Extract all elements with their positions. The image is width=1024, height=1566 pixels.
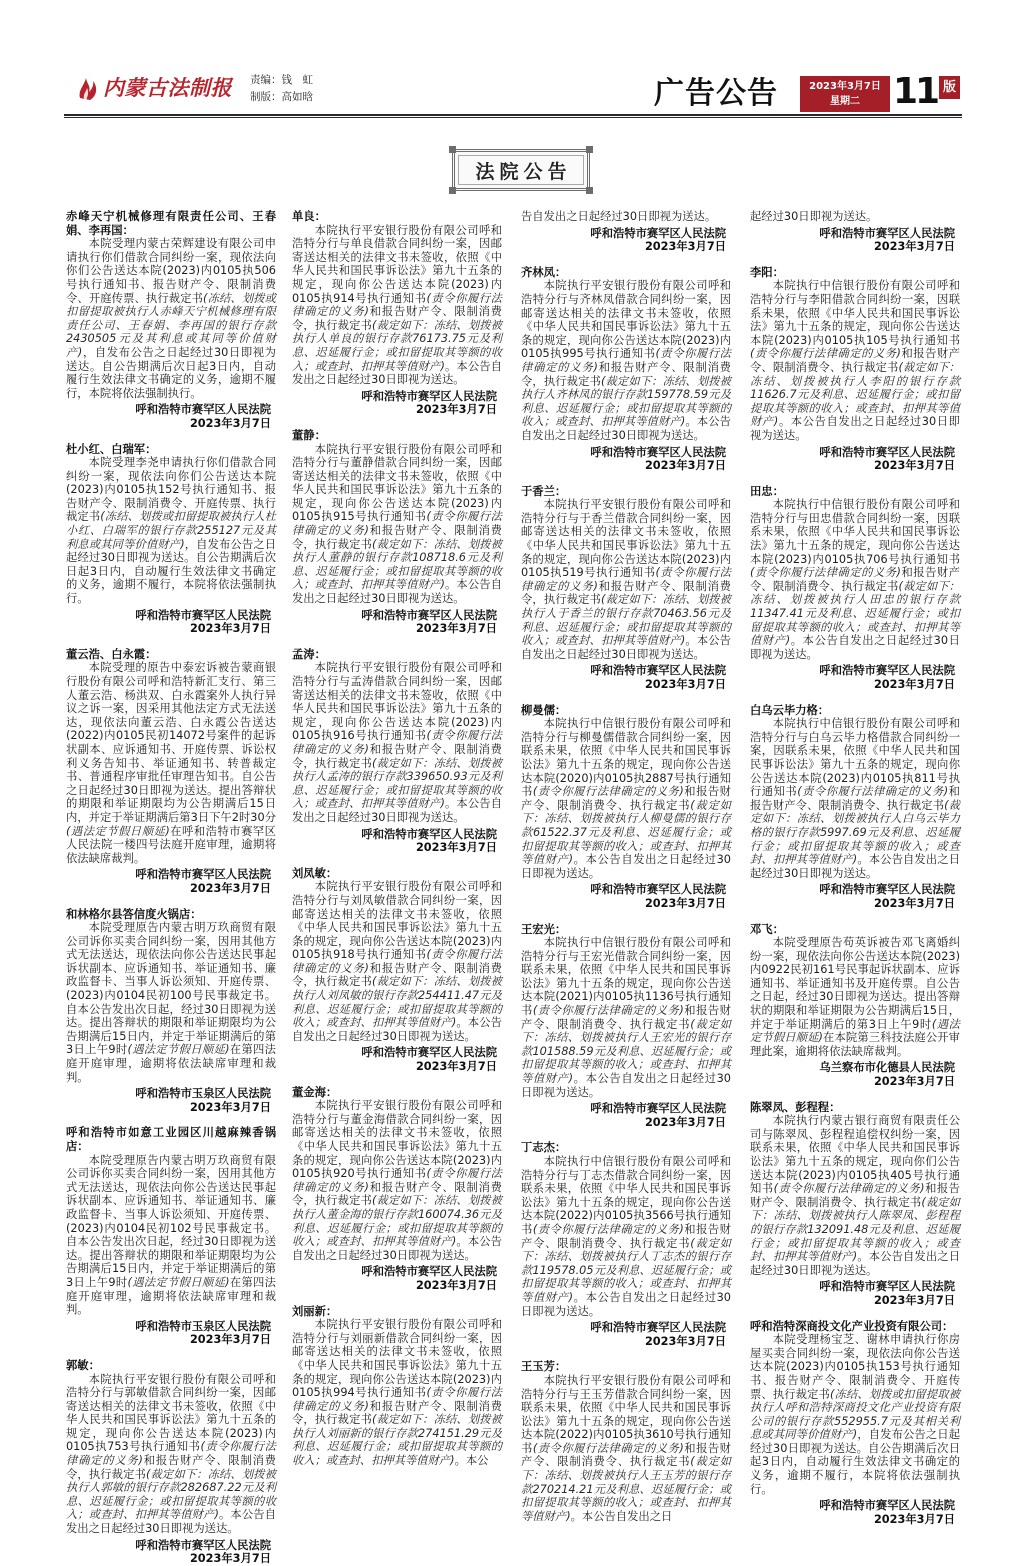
notice-date: 2023年3月7日 <box>189 622 271 636</box>
notice-body-emphasis: (责令你履行法律确定的义务) <box>750 566 901 580</box>
notice-body-text: 本院执行平安银行股份有限公司呼和浩特分行与齐林凤借款合同纠纷一案，因邮寄送达相关的法律文书未签收，依照《中华人民共和国民事诉讼法》第九十五条的规定，现向你公告送达本院(2023)内0105执995号执行通知书 <box>521 279 731 361</box>
notice-recipient: 和林格尔县答信度火锅店： <box>66 907 202 921</box>
notice-body-text: 本院受理杨宝芝、谢林申请执行你房屋买卖合同纠纷一案，现依法向你公告送达本院(2023)内0105执153号执行通知书、报告财产令、限制消费令、开庭传票、执行裁定书 <box>750 1333 960 1401</box>
notice-body <box>750 936 960 1058</box>
notice-date: 2023年3月7日 <box>644 1334 726 1348</box>
notice-body-emphasis: (冻结、划拨或扣留提取被执行人赤峰天宁机械修理有限责任公司、王春娟、李再国的银行存款2430505元及其利息或其同等价值财产) <box>66 291 276 359</box>
notice-body-text: 和报告财产令、限制消费令，执行裁定书 <box>292 742 502 770</box>
notice-date: 2023年3月7日 <box>415 841 497 855</box>
notice-body-emphasis: (裁定如下：冻结、划拨被执行人王宏光的银行存款101588.59元及利息、迟延履行金；或扣留提取其等额的收入；或查封、扣押其等值财产) <box>521 1017 731 1086</box>
notice-body-text: 本院执行中信银行股份有限公司呼和浩特分行与丁志杰借款合同纠纷一案，因联系未果，依照《中华人民共和国民事诉讼法》第九十五条的规定，现向你公告送达本院(2022)内0105执3566号执行通知书 <box>521 1155 731 1236</box>
notice-body-text: 。本公告自发出之日起经过30日即视为送达。 <box>292 359 502 387</box>
notice <box>750 1101 960 1308</box>
issuing-court: 呼和浩特市赛罕区人民法院 <box>819 445 955 459</box>
notice-recipient: 齐林凤： <box>521 265 567 279</box>
notice-body-text: 本院受理原告苟英诉被告邓飞离婚纠纷一案，现依法向你公告送达本院(2023)内0922民初161号民事起诉状副本、应诉通知书、举证通知书及开庭传票。自公告之日起，经过30日即视为送达。提出答辩状的期限和举证期限为公告期满后15日，并定于举证期满后的第3日上午9时 <box>750 936 960 1031</box>
notice <box>750 485 960 692</box>
notice-recipient: 白乌云毕力格： <box>750 703 830 717</box>
issuing-court: 呼和浩特市赛罕区人民法院 <box>590 226 726 240</box>
notice-recipient: 赤峰天宁机械修理有限责任公司、王春娟、李再国： <box>66 210 276 237</box>
notice-recipient: 董云浩、白永霞： <box>66 647 157 661</box>
issuing-court: 呼和浩特市赛罕区人民法院 <box>135 403 271 417</box>
notice-body <box>521 717 731 880</box>
issuing-court: 呼和浩特市赛罕区人民法院 <box>819 1499 955 1513</box>
column-4 <box>750 210 960 1526</box>
notice-body <box>66 661 276 865</box>
notice-body <box>521 936 731 1099</box>
notice-body-emphasis: (裁定如下：冻结、划拨被执行人郭敏的银行存款282687.22元及利息、迟延履行金；或扣留提取其等额的收入；或查封、扣押其等值财产) <box>66 1467 276 1522</box>
notice-body-text: 。本公 <box>454 1454 489 1468</box>
banner-corner-ornament <box>586 146 593 153</box>
notice-recipient: 丁志杰： <box>521 1141 567 1155</box>
notice-body <box>750 279 960 442</box>
notice-body-emphasis: (裁定如下：冻结、划拨被执行人白乌云毕力格的银行存款5997.69元及利息、迟延履行金；或扣留提取其等额的收入；或查封、扣押其等值财产) <box>750 798 960 867</box>
notice-body-emphasis: (裁定如下：冻结、划拨被执行人齐林凤的银行存款159778.59元及利息、迟延履行金；或扣留提取其等额的收入；或查封、扣押其等值财产) <box>521 374 731 429</box>
notice-body-text: 。本公告自发出之日起经过30日即视为送达。 <box>292 1235 502 1262</box>
notice-recipient: 孟涛： <box>292 647 326 661</box>
flame-emblem-icon <box>76 72 100 102</box>
issuing-court: 呼和浩特市玉泉区人民法院 <box>135 1087 271 1101</box>
notice <box>521 704 731 911</box>
notice-body-emphasis: (裁定如下：冻结、划拨被执行人柳曼儒的银行存款61522.37元及利息、迟延履行金；或扣留提取其等额的收入；或查封、扣押其等值财产) <box>521 798 731 867</box>
editor-credits <box>250 72 313 106</box>
notice-body-text: 本院执行平安银行股份有限公司呼和浩特分行与单良借款合同纠纷一案，因邮寄送达相关的法律文书未签收，依照《中华人民共和国民事诉讼法》第九十五条的规定，现向你公告送达本院(2023)内0105执914号执行通知书 <box>292 223 502 305</box>
notice-body <box>750 717 960 880</box>
issuing-court: 呼和浩特市赛罕区人民法院 <box>590 883 726 897</box>
notice <box>66 1126 276 1347</box>
notice-body <box>292 880 502 1043</box>
masthead-rule <box>64 114 962 118</box>
notice <box>750 923 960 1089</box>
notice-body-emphasis: (责令你履行法律确定的义务) <box>532 1004 684 1018</box>
banner-corner-ornament <box>586 187 593 194</box>
notice <box>521 1141 731 1348</box>
notice-body-text: 。本公告自发出之日起经过30日即视为送达。 <box>750 1250 960 1277</box>
notice-body <box>292 224 502 387</box>
issuing-court: 呼和浩特市赛罕区人民法院 <box>819 883 955 897</box>
notice-date: 2023年3月7日 <box>644 896 726 910</box>
notice-body-text: 本院受理内蒙古荣辉建设有限公司申请执行你们借款合同纠纷一案，现依法向你们公告送达本院(2023)内0105执506号执行通知书、报告财产令、限制消费令、开庭传票、执行裁定书 <box>66 237 276 305</box>
notice-body-emphasis: (责令你履行法律确定的义务) <box>750 347 901 361</box>
notice-body-emphasis: (裁定如下：冻结、划拨被执行人田忠的银行存款11347.41元及利息、迟延履行金；或扣留提取其等额的收入；或查封、扣押其等值财产) <box>750 579 960 648</box>
issue-date: 2023年3月7日 <box>809 81 881 92</box>
notice-body-text: 和报告财产令、限制消费令、执行裁定书 <box>750 1182 960 1209</box>
notice-date: 2023年3月7日 <box>873 678 955 691</box>
notice-body-text: 。本公告自发出之日起经过30日即视为送达。 <box>521 634 731 661</box>
notice-body-text: 本院执行平安银行股份有限公司呼和浩特分行与郭敏借款合同纠纷一案，因邮寄送达相关的法律文书未签收，依照《中华人民共和国民事诉讼法》第九十五条的规定，现向你公告送达本院(2023)内0105执753号执行通知书 <box>66 1372 276 1454</box>
issuing-court: 呼和浩特市赛罕区人民法院 <box>361 1265 497 1279</box>
notice-body-text: 本院执行平安银行股份有限公司呼和浩特分行与王玉芳借款合同纠纷一案，因联系未果，依照《中华人民共和国民事诉讼法》第九十五条的规定，现向你公告送达本院(2022)内0105执3610号执行通知书 <box>521 1373 731 1455</box>
notice-body-emphasis: (责令你履行法律确定的义务) <box>521 347 731 374</box>
notice-body-text: 。本公告自发出之日起经过30日即视为送达。 <box>521 1072 731 1099</box>
notice-body-emphasis: (裁定如下：冻结、划拨被执行人王玉芳的银行存款270214.21元及利息、迟延履行金；或扣留提取其等额的收入；或查封、扣押其等值财产) <box>521 1455 731 1523</box>
banner-corner-ornament <box>449 146 456 153</box>
notice-body-text: 在第四法庭开庭审理，逾期将依法缺席审理和裁判。 <box>66 1275 276 1317</box>
notice-body <box>750 498 960 661</box>
notice <box>292 648 502 855</box>
notice-recipient: 呼和浩特深商投文化产业投资有限公司： <box>750 1319 954 1333</box>
notice-body-text: 本院受理原告内蒙古明万玖商贸有限公司诉你买卖合同纠纷一案，因用其他方式无法送达，现依法向你公告送达民事起诉状副本、应诉通知书、举证通知书、廉政监督卡、当事人诉讼须知、开庭传票、(2023)内0104民初102号民事裁定书。自本公告发出次日起，经过30日即视为送达。提出答辩状的期限和举证期限均为公告期满后15日内，并定于举证期满后的第3日上午9时 <box>66 1153 276 1289</box>
notice-body-text: 。本公告自发出之日起经过30日即视为送达。 <box>750 415 960 442</box>
notice-date: 2023年3月7日 <box>189 1333 271 1347</box>
notice <box>750 1320 960 1527</box>
notice-body-text: 和报告财产令、限制消费令，执行裁定书 <box>292 524 502 551</box>
notice-body-text: 和报告财产令、限制消费令、执行裁定书 <box>521 1441 731 1469</box>
issuing-court: 呼和浩特市赛罕区人民法院 <box>361 608 497 622</box>
notice-body-text: 本院执行中信银行股份有限公司呼和浩特分行与李阳借款合同纠纷一案，因联系未果，依照《中华人民共和国民事诉讼法》第九十五条的规定，现向你公告送达本院(2023)内0105执105号执行通知书 <box>750 279 960 347</box>
notice-date: 2023年3月7日 <box>644 240 726 254</box>
notice <box>292 210 502 417</box>
notice-body <box>66 1373 276 1536</box>
notice-body-emphasis: (裁定如下：冻结、划拨被执行人孟涛的银行存款339650.93元及利息、迟延履行金；或扣留提取其等额的收入；或查封、扣押其等值财产) <box>292 756 502 811</box>
notice-body-emphasis: (遇法定节假日顺延) <box>66 824 170 838</box>
notice-body-emphasis: (裁定如下：冻结、划拨被执行人丁志杰的银行存款119578.05元及利息、迟延履行金；或扣留提取其等额的收入；或查封、扣押其等值财产) <box>521 1236 731 1304</box>
page-number: 11 <box>893 71 938 112</box>
notice-body <box>292 1318 502 1468</box>
notice <box>292 1086 502 1293</box>
notice-body-emphasis: (责令你履行法律确定的义务) <box>292 1167 502 1194</box>
notice-body-text: 本院执行平安银行股份有限公司呼和浩特分行与刘丽新借款合同纠纷一案，因邮寄送达相关的法律文书未签收，依照《中华人民共和国民事诉讼法》第九十五条的规定，现向你公告送达本院(2023)内0105执994号执行通知书 <box>292 1318 502 1400</box>
notice-body <box>750 1333 960 1496</box>
notice-body-text: 和报告财产令、限制消费令，执行裁定书 <box>292 1399 502 1427</box>
notice-body-text: 本院执行内蒙古银行商贸有限责任公司与陈翠凤、彭程程追偿权纠纷一案，因联系未果，依照《中华人民共和国民事诉讼法》第九十五条的规定，现向你们公告送达本院(2023)内0105执405号执行通知书 <box>750 1114 960 1196</box>
notice-body-text: 本院执行平安银行股份有限公司呼和浩特分行与董金海借款合同纠纷一案，因邮寄送达相关的法律文书未签收，依照《中华人民共和国民事诉讼法》第九十五条的规定，现向你公告送达本院(2023)内0105执920号执行通知书 <box>292 1099 502 1181</box>
notice-recipient: 陈翠凤、彭程程： <box>750 1100 841 1114</box>
notice-body-emphasis: (裁定如下：冻结、划拨被执行人刘丽新的银行存款274151.29元及利息、迟延履行金；或扣留提取其等额的收入；或查封、扣押其等值财产) <box>292 1413 502 1468</box>
notice-body-text: 和报告财产令、限制消费令、执行裁定书 <box>750 566 960 593</box>
newspaper-logo <box>76 70 232 104</box>
notice-date: 2023年3月7日 <box>644 678 726 691</box>
notice <box>521 485 731 692</box>
issuing-court: 呼和浩特市赛罕区人民法院 <box>361 1046 497 1060</box>
section-title: 广告公告 <box>654 76 778 111</box>
editor-line: 责编：钱 虹 <box>250 74 313 86</box>
notice-body-text: 和报告财产令、限制消费令，执行裁定书 <box>66 1454 276 1481</box>
notice-body-text: 在第四法庭开庭审理，逾期将依法缺席审理和裁判。 <box>66 1043 276 1084</box>
notice-body-emphasis: (责令你履行法律确定的义务) <box>773 1182 925 1196</box>
notice-body-emphasis: (责令你履行法律确定的义务) <box>532 1222 684 1236</box>
notice <box>66 648 276 896</box>
notice-body-text: 。本公告自发出之日 <box>570 1509 673 1523</box>
notice-body-emphasis: (裁定如下：冻结、划拨被执行人刘凤敏的银行存款254411.47元及利息、迟延履行金；或扣留提取其等额的收入；或查封、扣押其等值财产) <box>292 975 502 1030</box>
notice <box>292 1305 502 1468</box>
notice-recipient: 单良： <box>292 210 326 223</box>
notice-recipient: 柳曼儒： <box>521 703 567 717</box>
notice-body <box>292 1099 502 1262</box>
notice <box>750 210 960 254</box>
issue-date-box <box>800 76 890 112</box>
notice-body <box>521 210 731 224</box>
notice <box>521 210 731 254</box>
notice-body-text: 和报告财产令、限制消费令，执行裁定书 <box>521 360 731 388</box>
issuing-court: 呼和浩特市赛罕区人民法院 <box>590 664 726 678</box>
notice-date: 2023年3月7日 <box>415 1278 497 1292</box>
notice <box>66 210 276 431</box>
notice-recipient: 董金海： <box>292 1085 338 1099</box>
issuing-court: 呼和浩特市赛罕区人民法院 <box>819 664 955 678</box>
notice-date: 2023年3月7日 <box>873 459 955 473</box>
notice-body-text: ，自发布公告之日起经过30日即视为送达。自公告期满后次日起3日内，自动履行生效法律文书确定的义务，逾期不履行，本院将依法强制执行。 <box>66 345 276 400</box>
notice <box>750 266 960 473</box>
notice-body-text: 本院执行平安银行股份有限公司呼和浩特分行与孟涛借款合同纠纷一案，因邮寄送达相关的法律文书未签收，依照《中华人民共和国民事诉讼法》第九十五条的规定，现向你公告送达本院(2023)内0105执916号执行通知书 <box>292 661 502 743</box>
notice-body-text: 和报告财产令、限制消费令、执行裁定书 <box>521 1004 731 1031</box>
notice-body-emphasis: (责令你履行法律确定的义务) <box>292 1386 502 1413</box>
notice-body <box>521 1374 731 1524</box>
notice-body-text: 。本公告自发出之日起经过30日即视为送达。 <box>750 634 960 661</box>
column-1 <box>66 210 276 1566</box>
notice-recipient: 董静： <box>292 428 326 442</box>
issuing-court: 呼和浩特市赛罕区人民法院 <box>135 1538 271 1552</box>
notice-body-text: ，自发布公告之日起经过30日即视为送达。自公告期满后次日起3日内，自动履行生效法律文书确定的义务，逾期不履行，本院将依法强制执行。 <box>750 1428 960 1496</box>
column-3 <box>521 210 731 1523</box>
notice-body <box>521 1155 731 1318</box>
notice-date: 2023年3月7日 <box>189 1552 271 1566</box>
notice-body-text: 。本公告自发出之日起经过30日即视为送达。 <box>521 1290 731 1318</box>
notice-body-text: 。本公告自发出之日起经过30日即视为送达。 <box>66 1508 276 1536</box>
notice-body-text: 起经过30日即视为送达。 <box>750 210 878 223</box>
issuing-court: 呼和浩特市赛罕区人民法院 <box>590 1102 726 1116</box>
notice-body-emphasis: (裁定如下：冻结、划拨被执行人于香兰的银行存款70463.56元及利息、迟延履行金；或扣留提取其等额的收入；或查封、扣押其等值财产) <box>521 593 731 648</box>
issuing-court: 乌兰察布市化德县人民法院 <box>819 1061 955 1075</box>
notice-date: 2023年3月7日 <box>415 622 497 636</box>
notice-date: 2023年3月7日 <box>189 416 271 430</box>
notice-body-emphasis: (责令你履行法律确定的义务) <box>797 785 949 799</box>
notice-body-text: 和报告财产令、限制消费令，执行裁定书 <box>292 1180 502 1208</box>
notice-recipient: 王宏光： <box>521 922 567 936</box>
notice-date: 2023年3月7日 <box>415 403 497 417</box>
issuing-court: 呼和浩特市赛罕区人民法院 <box>135 608 271 622</box>
notice-body-emphasis: (责令你履行法律确定的义务) <box>292 291 502 319</box>
notice <box>292 867 502 1074</box>
notice-body-text: 在本院第三科技法庭公开审理此案，逾期将依法缺席裁判。 <box>750 1031 960 1058</box>
notice <box>66 443 276 636</box>
notice <box>66 1359 276 1566</box>
notice-body-text: 本院执行平安银行股份有限公司呼和浩特分行与于香兰借款合同纠纷一案，因邮寄送达相关的法律文书未签收，依照《中华人民共和国民事诉讼法》第九十五条的规定，现向你公告送达本院(2023)内0105执519号执行通知书 <box>521 498 731 580</box>
notice-date: 2023年3月7日 <box>873 1512 955 1526</box>
notice-body-text: 在呼和浩特市赛罕区人民法院一楼四号法庭开庭审理，逾期将依法缺席裁判。 <box>66 824 276 865</box>
issuing-court: 呼和浩特市赛罕区人民法院 <box>590 1321 726 1335</box>
notice-body-text: 本院受理的原告中泰宏诉被告蒙商银行股份有限公司呼和浩特新汇支行、第三人董云浩、杨洪双、白永霞案外人执行异议之诉一案，因采用其他法定方式无法送达，现依法向董云浩、白永霞公告送达(2022)内0105民初14072号案件的起诉状副本、应诉通知书、开庭传票、诉讼权利义务告知书、举证通知书、转普裁定书、普通程序审批任审理告知书。自公告之日起经过30日即视为送达。提出答辩状的期限和举证期限均为公告期满后15日内，并定于举证期满后第3日下午2时30分 <box>66 661 276 824</box>
section-banner <box>452 149 590 191</box>
notice-body-emphasis: (责令你履行法律确定的义务) <box>532 1441 684 1455</box>
notice-body-text: 。本公告自发出之日起经过30日即视为送达。 <box>750 853 960 880</box>
notice-date: 2023年3月7日 <box>873 240 955 254</box>
notice-recipient: 郭敏： <box>66 1358 100 1372</box>
notice-body-text: ，自发布公告之日起经过30日即视为送达。自公告期满后次日起3日内，自动履行生效法律文书确定的义务，逾期不履行，本院将依法强制执行。 <box>66 537 276 606</box>
banner-title: 法院公告 <box>475 160 572 183</box>
notice-body <box>521 279 731 442</box>
notice-body-text: 和报告财产令、限制消费令，执行裁定书 <box>521 579 731 607</box>
notice-date: 2023年3月7日 <box>873 1075 955 1089</box>
notice-date: 2023年3月7日 <box>415 1060 497 1074</box>
notice-body-text: 本院执行平安银行股份有限公司呼和浩特分行与刘凤敏借款合同纠纷一案，因邮寄送达相关的法律文书未签收，依照《中华人民共和国民事诉讼法》第九十五条的规定，现向你公告送达本院(2023)内0105执918号执行通知书 <box>292 880 502 962</box>
notice-body-text: 。本公告自发出之日起经过30日即视为送达。 <box>292 1016 502 1043</box>
notice-body <box>66 456 276 606</box>
notice-body-text: 。本公告自发出之日起经过30日即视为送达。 <box>521 853 731 880</box>
notice-recipient: 杜小红、白瑞军： <box>66 442 157 456</box>
notice-body-text: 本院执行平安银行股份有限公司呼和浩特分行与董静借款合同纠纷一案，因邮寄送达相关的法律文书未签收，依照《中华人民共和国民事诉讼法》第九十五条的规定，现向你公告送达本院(2023)内0105执915号执行通知书 <box>292 442 502 524</box>
layout-line: 制版：高如晗 <box>250 91 313 103</box>
notice-body-emphasis: (责令你履行法律确定的义务) <box>532 785 684 799</box>
notice-body <box>66 921 276 1084</box>
notice-body-text: 和报告财产令、限制消费令、执行裁定书 <box>521 1222 731 1250</box>
column-2 <box>292 210 502 1468</box>
notice-date: 2023年3月7日 <box>873 1293 955 1307</box>
notice-recipient: 邓飞： <box>750 922 784 936</box>
notice-date: 2023年3月7日 <box>873 896 955 910</box>
notice-body-text: 本院受理李尧申请执行你们借款合同纠纷一案，现依法向你们公告送达本院(2023)内0105执152号执行通知书、报告财产令、限制消费令、开庭传票、执行裁定书 <box>66 456 276 524</box>
notice-body-text: 。本公告自发出之日起经过30日即视为送达。 <box>292 578 502 606</box>
issuing-court: 呼和浩特市赛罕区人民法院 <box>135 868 271 882</box>
notice <box>521 1360 731 1523</box>
notice-body-emphasis: (责令你履行法律确定的义务) <box>66 1440 276 1468</box>
notice-body-emphasis: (裁定如下：冻结、划拨被执行人董静的银行存款108718.6元及利息、迟延履行金；或扣留提取其等额的收入；或查封、扣押其等值财产) <box>292 537 502 592</box>
notice-body-emphasis: (冻结、划拨或扣留提取被执行人呼和浩特深商投文化产业投资有限公司的银行存款552955.7元及其相关利息或其同等价值财产) <box>750 1387 960 1442</box>
notice-body <box>66 1154 276 1317</box>
notice <box>750 704 960 911</box>
notice <box>66 908 276 1115</box>
notice-body <box>292 443 502 606</box>
masthead <box>0 0 1024 120</box>
notice-recipient: 刘凤敏： <box>292 866 338 880</box>
notice-body <box>292 661 502 824</box>
page-unit-badge: 版 <box>939 76 960 99</box>
notice-recipient: 刘丽新： <box>292 1304 338 1318</box>
issuing-court: 呼和浩特市赛罕区人民法院 <box>819 226 955 240</box>
notice-body-emphasis: (责令你履行法律确定的义务) <box>292 510 502 538</box>
notice <box>521 923 731 1130</box>
notice-body-emphasis: (责令你履行法律确定的义务) <box>521 566 731 593</box>
notice-body-emphasis: (裁定如下：冻结、划拨被执行人单良的银行存款76173.75元及利息、迟延履行金；或扣留提取其等额的收入；或查封、扣押其等值财产) <box>292 318 502 373</box>
notice-body-emphasis: (遇法定节假日顺延) <box>750 1017 960 1045</box>
notice-body-emphasis: (裁定如下：冻结、划拨被执行人陈翠凤、彭程程的银行存款132091.48元及利息、迟延履行金；或扣留提取其等额的收入；或查封、扣押其等值财产) <box>750 1195 960 1264</box>
notice <box>521 266 731 473</box>
notice-date: 2023年3月7日 <box>189 881 271 895</box>
notice-body-text: 本院执行中信银行股份有限公司呼和浩特分行与柳曼儒借款合同纠纷一案，因联系未果，依照《中华人民共和国民事诉讼法》第九十五条的规定，现向你公告送达本院(2020)内0105执2887号执行通知书 <box>521 717 731 799</box>
notice-body <box>750 1114 960 1277</box>
issuing-court: 呼和浩特市赛罕区人民法院 <box>819 1280 955 1294</box>
issue-weekday: 星期二 <box>830 96 860 107</box>
notice <box>292 429 502 636</box>
notice-body <box>66 237 276 400</box>
notice-recipient: 王玉芳： <box>521 1360 567 1374</box>
notice-recipient: 于香兰： <box>521 484 567 498</box>
banner-corner-ornament <box>449 187 456 194</box>
notice-body-text: 和报告财产令、限制消费令，执行裁定书 <box>292 961 502 989</box>
notice-body <box>750 210 960 224</box>
notice-body-text: 本院执行中信银行股份有限公司呼和浩特分行与田忠借款合同纠纷一案，因联系未果，依照《中华人民共和国民事诉讼法》第九十五条的规定，现向你公告送达本院(2023)内0105执706号执行通知书 <box>750 498 960 566</box>
issuing-court: 呼和浩特市赛罕区人民法院 <box>590 445 726 459</box>
notice-body-emphasis: (责令你履行法律确定的义务) <box>292 948 502 975</box>
notice-date: 2023年3月7日 <box>644 459 726 473</box>
notice-recipient: 李阳： <box>750 265 784 279</box>
notice-date: 2023年3月7日 <box>189 1100 271 1114</box>
issuing-court: 呼和浩特市赛罕区人民法院 <box>361 827 497 841</box>
notice-body-emphasis: (裁定如下：冻结、划拨被执行人董金海的银行存款160074.36元及利息、迟延履行金；或扣留提取其等额的收入；或查封、扣押其等值财产) <box>292 1194 502 1249</box>
notice-body-text: 和报告财产令、限制消费令、执行裁定书 <box>521 785 731 812</box>
notice-date: 2023年3月7日 <box>644 1115 726 1129</box>
notice-body-text: 和报告财产令、限制消费令、执行裁定书 <box>750 785 960 812</box>
notice-body-emphasis: (遇法定节假日顺延) <box>127 1275 230 1289</box>
notice-body-emphasis: (遇法定节假日顺延) <box>127 1043 230 1057</box>
notice-body-text: 和报告财产令、限制消费令、执行裁定书 <box>750 347 960 374</box>
notice-body-text: 和报告财产令、限制消费令，执行裁定书 <box>292 305 502 332</box>
notice-recipient: 呼和浩特市如意工业园区川越麻辣香锅店： <box>66 1126 276 1153</box>
notice-body-text: 。本公告自发出之日起经过30日即视为送达。 <box>521 415 731 442</box>
notice-body-emphasis: (责令你履行法律确定的义务) <box>292 729 502 756</box>
notice-body-text: 告自发出之日起经过30日即视为送达。 <box>521 210 717 223</box>
notice-body-text: 本院执行中信银行股份有限公司呼和浩特分行与王宏光借款合同纠纷一案，因联系未果，依照《中华人民共和国民事诉讼法》第九十五条的规定，现向你公告送达本院(2021)内0105执1136号执行通知书 <box>521 936 731 1018</box>
notice-body-text: 本院执行中信银行股份有限公司呼和浩特分行与白乌云毕力格借款合同纠纷一案，因联系未果，依照《中华人民共和国民事诉讼法》第九十五条的规定，现向你公告送达本院(2023)内0105执811号执行通知书 <box>750 717 960 799</box>
notice-body-text: 本院受理原告内蒙古明万玖商贸有限公司诉你买卖合同纠纷一案，因用其他方式无法送达，现依法向你公告送达民事起诉状副本、应诉通知书、举证通知书、廉政监督卡、当事人诉讼须知、开庭传票、(2023)内0104民初100号民事裁定书。自本公告发出次日起，经过30日即视为送达。提出答辩状的期限和举证期限均为公告期满后15日内，并定于举证期满后的第3日上午9时 <box>66 921 276 1057</box>
issuing-court: 呼和浩特市玉泉区人民法院 <box>135 1319 271 1333</box>
notice-body-emphasis: (冻结、划拨或扣留提取被执行人杜小红、白瑞军的银行存款255127元及其利息或其同等价值财产) <box>66 510 276 551</box>
notice-body-text: 。本公告自发出之日起经过30日即视为送达。 <box>292 797 502 824</box>
notice-recipient: 田忠： <box>750 484 784 498</box>
logo-wordmark: 内蒙古法制报 <box>103 75 232 100</box>
notice-body-emphasis: (裁定如下：冻结、划拨被执行人李阳的银行存款11626.7元及利息、迟延履行金；或扣留提取其等额的收入；或查封、扣押其等值财产) <box>750 360 960 429</box>
issuing-court: 呼和浩特市赛罕区人民法院 <box>361 389 497 403</box>
notice-body <box>521 498 731 661</box>
